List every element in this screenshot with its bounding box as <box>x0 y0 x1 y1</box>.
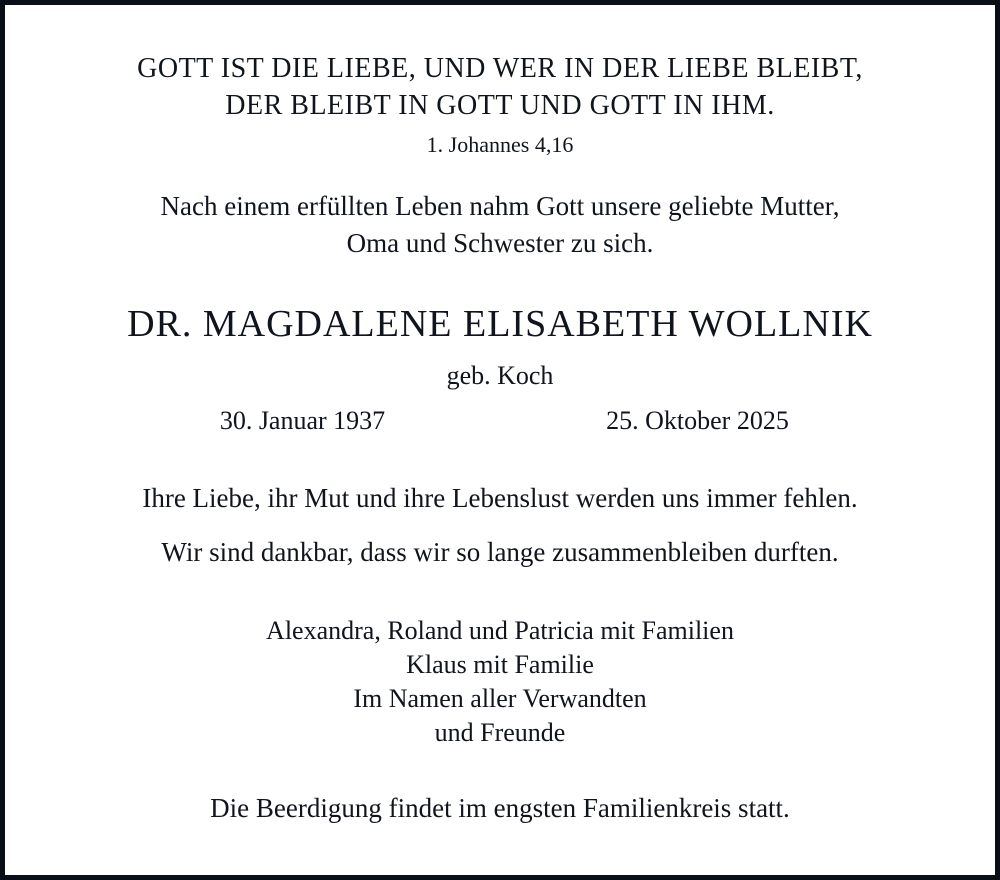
death-date: 25. Oktober 2025 <box>606 406 789 435</box>
scripture-line-2: DER BLEIBT IN GOTT UND GOTT IN IHM. <box>225 90 775 121</box>
birth-date: 30. Januar 1937 <box>219 406 386 435</box>
mourners-line-1: Alexandra, Roland und Patricia mit Familien <box>266 616 734 645</box>
mourners-line-3: Im Namen aller Verwandten <box>353 684 647 713</box>
intro-line-1: Nach einem erfüllten Leben nahm Gott unsere geliebte Mutter, <box>160 191 840 221</box>
maiden-name: geb. Koch <box>446 361 554 390</box>
mourners-list <box>5 614 995 750</box>
scripture-quote <box>5 50 995 124</box>
scripture-line-1: GOTT IST DIE LIEBE, UND WER IN DER LIEBE BLEIBT, <box>137 53 863 84</box>
intro-line-2: Oma und Schwester zu sich. <box>346 228 654 258</box>
scripture-attribution: 1. Johannes 4,16 <box>426 132 574 157</box>
deceased-name: DR. MAGDALENE ELISABETH WOLLNIK <box>127 303 873 345</box>
life-dates <box>5 404 995 438</box>
mourners-line-4: und Freunde <box>434 718 566 747</box>
funeral-notice: Die Beerdigung findet im engsten Familienkreis statt. <box>210 793 790 823</box>
intro-text <box>5 188 995 262</box>
mourners-line-2: Klaus mit Familie <box>406 650 594 679</box>
tribute-line-1: Ihre Liebe, ihr Mut und ihre Lebenslust werden uns immer fehlen. <box>142 483 858 513</box>
tribute-line-2: Wir sind dankbar, dass wir so lange zusammenbleiben durften. <box>161 537 839 567</box>
